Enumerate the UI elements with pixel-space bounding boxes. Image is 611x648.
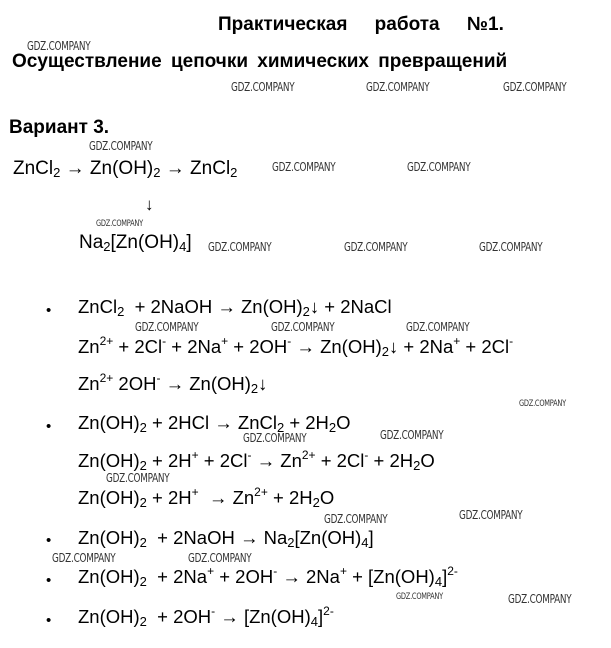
watermark: GDZ.COMPANY xyxy=(396,592,443,602)
watermark: GDZ.COMPANY xyxy=(106,471,170,485)
watermark: GDZ.COMPANY xyxy=(406,320,470,334)
watermark: GDZ.COMPANY xyxy=(89,139,153,153)
watermark: GDZ.COMPANY xyxy=(459,508,523,522)
watermark: GDZ.COMPANY xyxy=(407,160,471,174)
watermark: GDZ.COMPANY xyxy=(519,399,566,409)
watermark: GDZ.COMPANY xyxy=(272,160,336,174)
page-subtitle: Осуществление цепочки химических превращений xyxy=(12,51,508,72)
watermark: GDZ.COMPANY xyxy=(380,428,444,442)
chain-line-1: ZnCl$_2$ → $Zn(OH)_2$ → ZnCl$_2$ xyxy=(13,158,238,180)
eq1-full-ionic: $Zn^{2+} + 2Cl^- + 2Na^+ + 2OH^-$ → $Zn(OH)_2↓ + 2Na^+ + 2Cl^-$ xyxy=(78,334,514,359)
watermark: GDZ.COMPANY xyxy=(271,320,335,334)
eq3-molecular: $Zn(OH)_2$ + 2NaOH → $Na_2[Zn(OH)_4]$ xyxy=(78,527,374,550)
watermark: GDZ.COMPANY xyxy=(366,80,430,94)
bullet-icon: • xyxy=(46,612,52,629)
watermark: GDZ.COMPANY xyxy=(479,240,543,254)
eq2-molecular: $Zn(OH)_2 + 2HCl$ → ZnCl$_2$ + $2H_2O$ xyxy=(78,412,351,435)
eq1-molecular: ZnCl$_2$ + 2NaOH → $Zn(OH)_2↓$ + 2NaCl xyxy=(78,296,392,319)
watermark: GDZ.COMPANY xyxy=(208,240,272,254)
watermark: GDZ.COMPANY xyxy=(231,80,295,94)
watermark: GDZ.COMPANY xyxy=(324,512,388,526)
watermark: GDZ.COMPANY xyxy=(344,240,408,254)
bullet-icon: • xyxy=(46,572,52,589)
watermark: GDZ.COMPANY xyxy=(243,431,307,445)
bullet-icon: • xyxy=(46,302,52,319)
chain-down-arrow: ↓ xyxy=(145,195,154,214)
eq2-short-ionic: $Zn(OH)_2 + 2H^+ \to Zn^{2+} + 2H_2O$ xyxy=(78,485,335,510)
bullet-icon: • xyxy=(46,532,52,549)
eq2-full-ionic: $Zn(OH)_2 + 2H^+ + 2Cl^- \to Zn^{2+} + 2Cl^- + 2H_2O$ xyxy=(78,448,435,473)
watermark: GDZ.COMPANY xyxy=(135,320,199,334)
watermark: GDZ.COMPANY xyxy=(508,592,572,606)
watermark: GDZ.COMPANY xyxy=(96,219,143,229)
eq3-short-ionic: $Zn(OH)_2 + 2OH^- \to [Zn(OH)_4]^{2-}$ xyxy=(78,604,334,629)
watermark: GDZ.COMPANY xyxy=(503,80,567,94)
chain-line-2: $Na_2[Zn(OH)_4]$ xyxy=(79,232,192,254)
watermark: GDZ.COMPANY xyxy=(188,551,252,565)
bullet-icon: • xyxy=(46,418,52,435)
watermark: GDZ.COMPANY xyxy=(52,551,116,565)
eq1-short-ionic: $Zn^{2+}$ $2OH^- \to Zn(OH)_2↓$ xyxy=(78,371,268,396)
watermark: GDZ.COMPANY xyxy=(27,39,91,53)
variant-label: Вариант 3. xyxy=(9,117,110,138)
eq3-full-ionic: $Zn(OH)_2 + 2Na^+ + 2OH^- \to 2Na^+ + [Zn(OH)_4]^{2-}$ xyxy=(78,564,458,589)
page-title: Практическая работа №1. xyxy=(218,14,504,35)
